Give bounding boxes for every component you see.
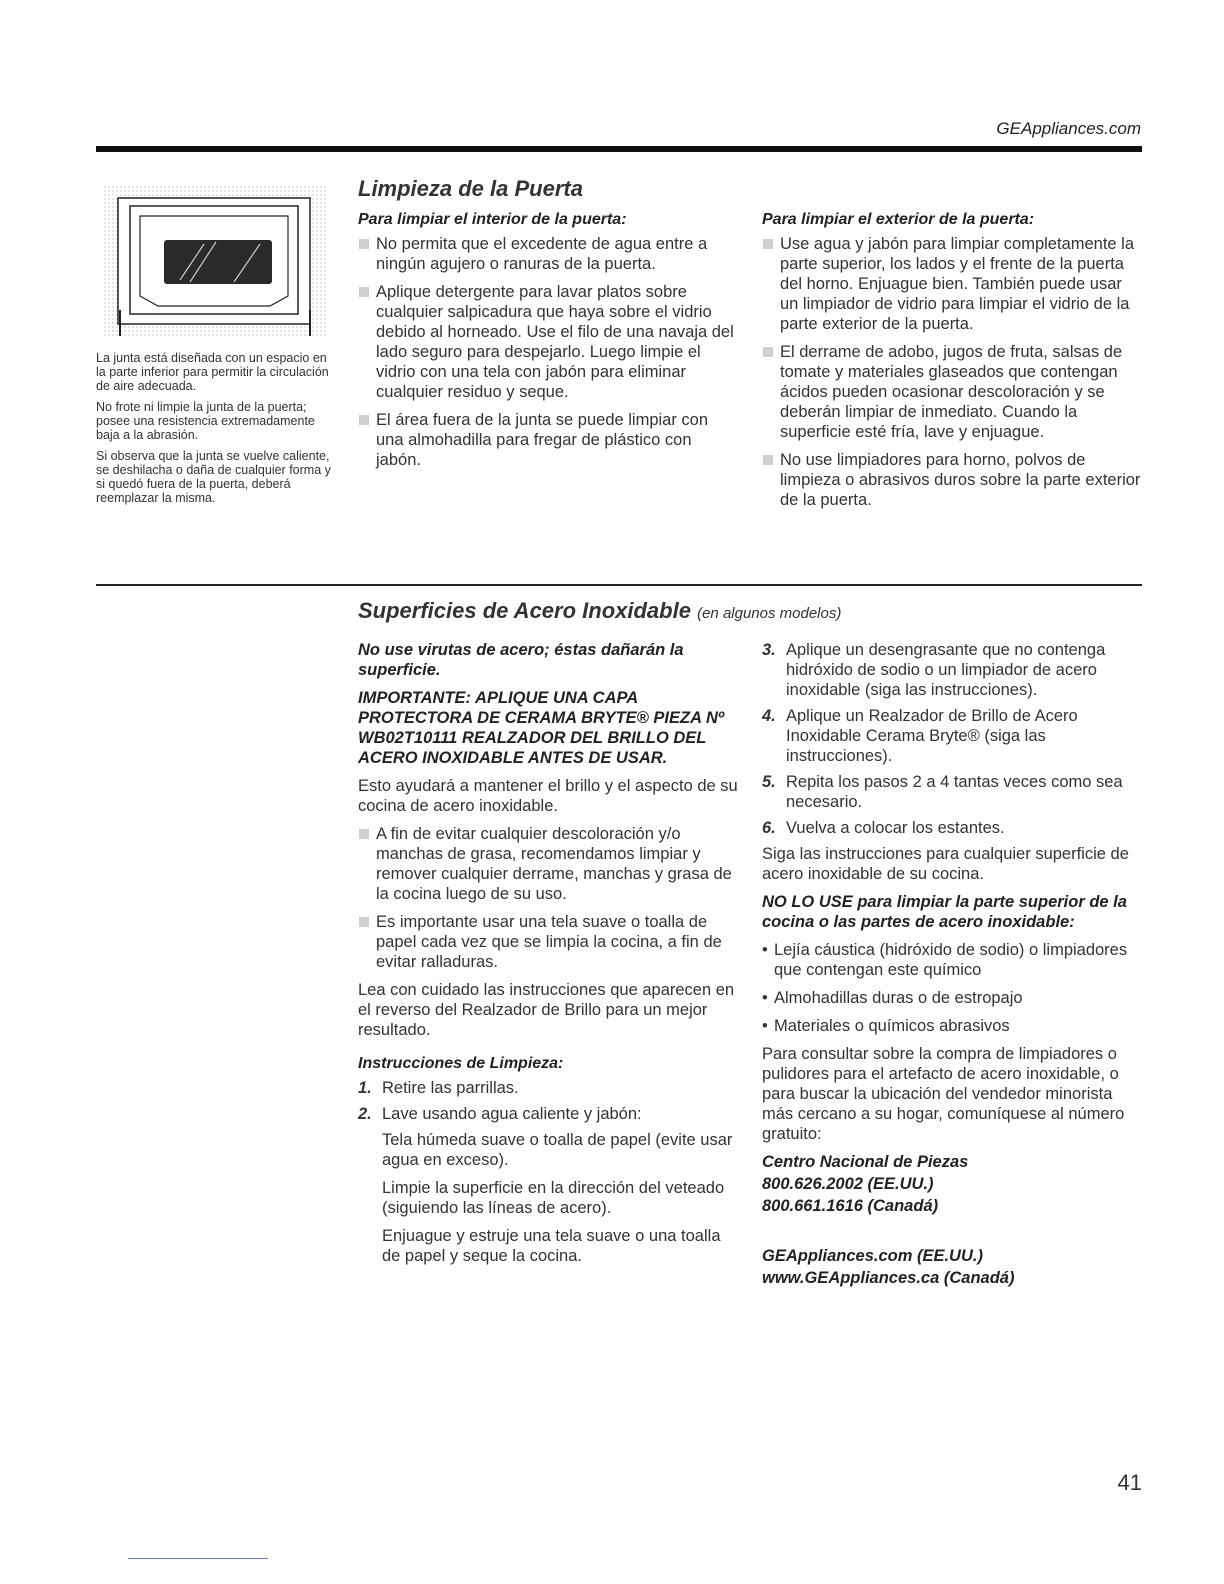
step-item <box>358 1078 740 1098</box>
interior-item: El área fuera de la junta se puede limpiar con una almohadilla para fregar de plástico con jabón. <box>358 410 740 470</box>
step-item <box>762 640 1142 700</box>
do-not-use-item: • Lejía cáustica (hidróxido de sodio) o limpiadores que contengan este químico <box>762 940 1142 980</box>
do-not-use-heading: NO LO USE para limpiar la parte superior de la cocina o las partes de acero inoxidable: <box>762 893 1127 931</box>
exterior-item: No use limpiadores para horno, polvos de limpieza o abrasivos duros sobre la parte exterior de la puerta. <box>762 450 1142 510</box>
step-number: 5. <box>762 773 776 791</box>
steel-right-column <box>762 640 1142 1296</box>
door-exterior-column <box>762 210 1142 518</box>
interior-heading: Para limpiar el interior de la puerta: <box>358 211 627 228</box>
phone-us: 800.626.2002 (EE.UU.) <box>762 1175 934 1193</box>
step-number: 4. <box>762 707 776 725</box>
steel-follow: Siga las instrucciones para cualquier superficie de acero inoxidable de su cocina. <box>762 845 1129 883</box>
exterior-item: El derrame de adobo, jugos de fruta, salsas de tomate y materiales glaseados que contengan ácidos pueden ocasionar descoloración y se deberán limpiar de inmediato. Cuando la superficie esté fría, lave y enjuague. <box>762 342 1142 442</box>
caption-paragraph: No frote ni limpie la junta de la puerta; posee una resistencia extremadamente baja a la abrasión. <box>96 400 315 442</box>
steel-important: IMPORTANTE: APLIQUE UNA CAPA PROTECTORA DE CERAMA BRYTE® PIEZA Nº WB02T10111 REALZADOR DEL BRILLO DEL ACERO INOXIDABLE ANTES DE USAR. <box>358 689 724 767</box>
step-number: 6. <box>762 819 776 837</box>
gasket-caption <box>96 351 336 512</box>
site-header: GEAppliances.com <box>996 119 1141 138</box>
step-item <box>762 772 1142 812</box>
section-divider <box>96 584 1142 586</box>
contact-text: Para consultar sobre la compra de limpiadores o pulidores para el artefacto de acero inoxidable, o para buscar la ubicación del vendedor minorista más cercano a su hogar, comuníquese al número gratuito: <box>762 1045 1125 1143</box>
steel-bullet: A fin de evitar cualquier descoloración y/o manchas de grasa, recomendamos limpiar y remover cualquier derrame, manchas y grasa de la cocina luego de su uso. <box>358 824 740 904</box>
step-item <box>358 1104 740 1124</box>
exterior-heading: Para limpiar el exterior de la puerta: <box>762 211 1035 228</box>
caption-paragraph: La junta está diseñada con un espacio en la parte inferior para permitir la circulación de aire adecuada. <box>96 351 329 393</box>
parts-center-name: Centro Nacional de Piezas <box>762 1153 969 1171</box>
step-item <box>762 706 1142 766</box>
step-text: Aplique un desengrasante que no contenga hidróxido de sodio o un limpiador de acero inoxidable (siga las instrucciones). <box>786 641 1106 699</box>
step-text: Repita los pasos 2 a 4 tantas veces como sea necesario. <box>786 773 1123 811</box>
do-not-use-item: • Almohadillas duras o de estropajo <box>762 988 1142 1008</box>
steel-read-note: Lea con cuidado las instrucciones que aparecen en el reverso del Realzador de Brillo para un mejor resultado. <box>358 981 735 1039</box>
substep: Enjuague y estruje una tela suave o una toalla de papel y seque la cocina. <box>382 1227 721 1265</box>
exterior-item: Use agua y jabón para limpiar completamente la parte superior, los lados y el frente de la puerta del horno. Enjuague bien. También puede usar un limpiador de vidrio para limpiar el vidrio de la parte exterior de la puerta. <box>762 234 1142 334</box>
steel-title-text: Superficies de Acero Inoxidable <box>358 598 691 623</box>
interior-item: No permita que el excedente de agua entre a ningún agujero o ranuras de la puerta. <box>358 234 740 274</box>
footer-line <box>128 1558 268 1559</box>
steel-title-note: (en algunos modelos) <box>697 605 842 622</box>
oven-door-illustration <box>104 186 326 338</box>
step-text: Aplique un Realzador de Brillo de Acero Inoxidable Cerama Bryte® (siga las instrucciones). <box>786 707 1078 765</box>
step-number: 1. <box>358 1079 372 1097</box>
door-interior-column <box>358 210 740 478</box>
step-item <box>762 818 1142 838</box>
steel-intro: Esto ayudará a mantener el brillo y el aspecto de su cocina de acero inoxidable. <box>358 777 738 815</box>
page-number: 41 <box>1117 1470 1142 1495</box>
step-text: Retire las parrillas. <box>382 1079 519 1097</box>
substep: Tela húmeda suave o toalla de papel (evite usar agua en exceso). <box>382 1131 733 1169</box>
step-text: Vuelva a colocar los estantes. <box>786 819 1005 837</box>
substep: Limpie la superficie en la dirección del veteado (siguiendo las líneas de acero). <box>382 1179 725 1217</box>
interior-item: Aplique detergente para lavar platos sobre cualquier salpicadura que haya sobre el vidrio debido al horneado. Use el filo de una navaja del lado seguro para despejarlo. Luego limpie el vidrio con una tela con jabón para eliminar cualquier residuo y seque. <box>358 282 740 402</box>
do-not-use-item: • Materiales o químicos abrasivos <box>762 1016 1142 1036</box>
step-text: Lave usando agua caliente y jabón: <box>382 1105 642 1123</box>
header-rule <box>96 146 1142 152</box>
website-canada[interactable]: www.GEAppliances.ca (Canadá) <box>762 1269 1015 1287</box>
caption-paragraph: Si observa que la junta se vuelve caliente, se deshilacha o daña de cualquier forma y si quedó fuera de la puerta, deberá reemplazar la misma. <box>96 449 331 505</box>
phone-canada: 800.661.1616 (Canadá) <box>762 1197 939 1215</box>
steel-bullet: Es importante usar una tela suave o toalla de papel cada vez que se limpia la cocina, a fin de evitar ralladuras. <box>358 912 740 972</box>
instructions-heading: Instrucciones de Limpieza: <box>358 1055 564 1072</box>
website-us[interactable]: GEAppliances.com (EE.UU.) <box>762 1247 983 1265</box>
door-section-title: Limpieza de la Puerta <box>358 176 583 201</box>
steel-left-column <box>358 640 740 1274</box>
step-number: 2. <box>358 1105 372 1123</box>
step-number: 3. <box>762 641 776 659</box>
steel-section-title <box>358 598 841 624</box>
steel-warning: No use virutas de acero; éstas dañarán la superficie. <box>358 641 684 679</box>
